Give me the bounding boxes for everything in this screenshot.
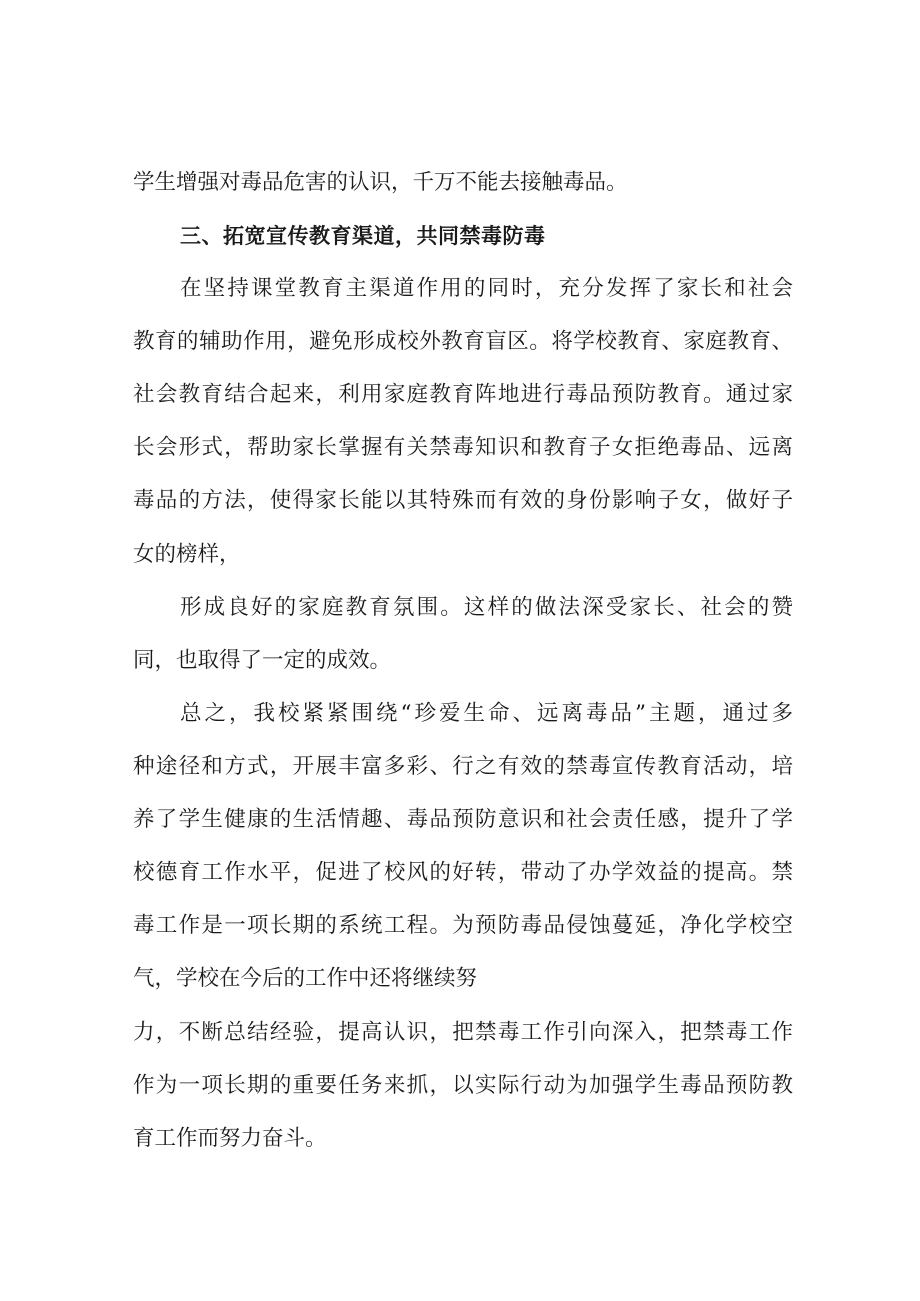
paragraph-line: 校德育工作水平，促进了校风的好转，带动了办学效益的提高。禁 [133, 860, 793, 885]
paragraph-line: 学生增强对毒品危害的认识，千万不能去接触毒品。 [133, 170, 628, 195]
paragraph-line: 育工作而努力奋斗。 [133, 1126, 327, 1151]
paragraph-line: 气，学校在今后的工作中还将继续努 [133, 966, 478, 991]
section-heading: 三、拓宽宣传教育渠道，共同禁毒防毒 [180, 224, 546, 248]
paragraph-line: 女的榜样， [133, 542, 241, 567]
paragraph-line: 种途径和方式，开展丰富多彩、行之有效的禁毒宣传教育活动，培 [133, 754, 793, 779]
paragraph-line: 教育的辅助作用，避免形成校外教育盲区。将学校教育、家庭教育、 [133, 329, 793, 354]
paragraph-line: 养了学生健康的生活情趣、毒品预防意识和社会责任感，提升了学 [133, 807, 793, 832]
paragraph-line: 总之，我校紧紧围绕“珍爱生命、远离毒品”主题，通过多 [180, 701, 793, 726]
paragraph-line: 毒品的方法，使得家长能以其特殊而有效的身份影响子女，做好子 [133, 488, 793, 513]
paragraph-line: 力，不断总结经验，提高认识，把禁毒工作引向深入，把禁毒工作 [133, 1020, 793, 1045]
paragraph-line: 长会形式，帮助家长掌握有关禁毒知识和教育子女拒绝毒品、远离 [133, 435, 793, 460]
paragraph-line: 社会教育结合起来，利用家庭教育阵地进行毒品预防教育。通过家 [133, 382, 793, 407]
paragraph-line: 在坚持课堂教育主渠道作用的同时，充分发挥了家长和社会 [180, 276, 793, 301]
paragraph-line: 作为一项长期的重要任务来抓，以实际行动为加强学生毒品预防教 [133, 1073, 793, 1098]
paragraph-line: 同，也取得了一定的成效。 [133, 648, 392, 673]
paragraph-line: 形成良好的家庭教育氛围。这样的做法深受家长、社会的赞 [180, 595, 793, 620]
paragraph-line: 毒工作是一项长期的系统工程。为预防毒品侵蚀蔓延，净化学校空 [133, 913, 793, 938]
